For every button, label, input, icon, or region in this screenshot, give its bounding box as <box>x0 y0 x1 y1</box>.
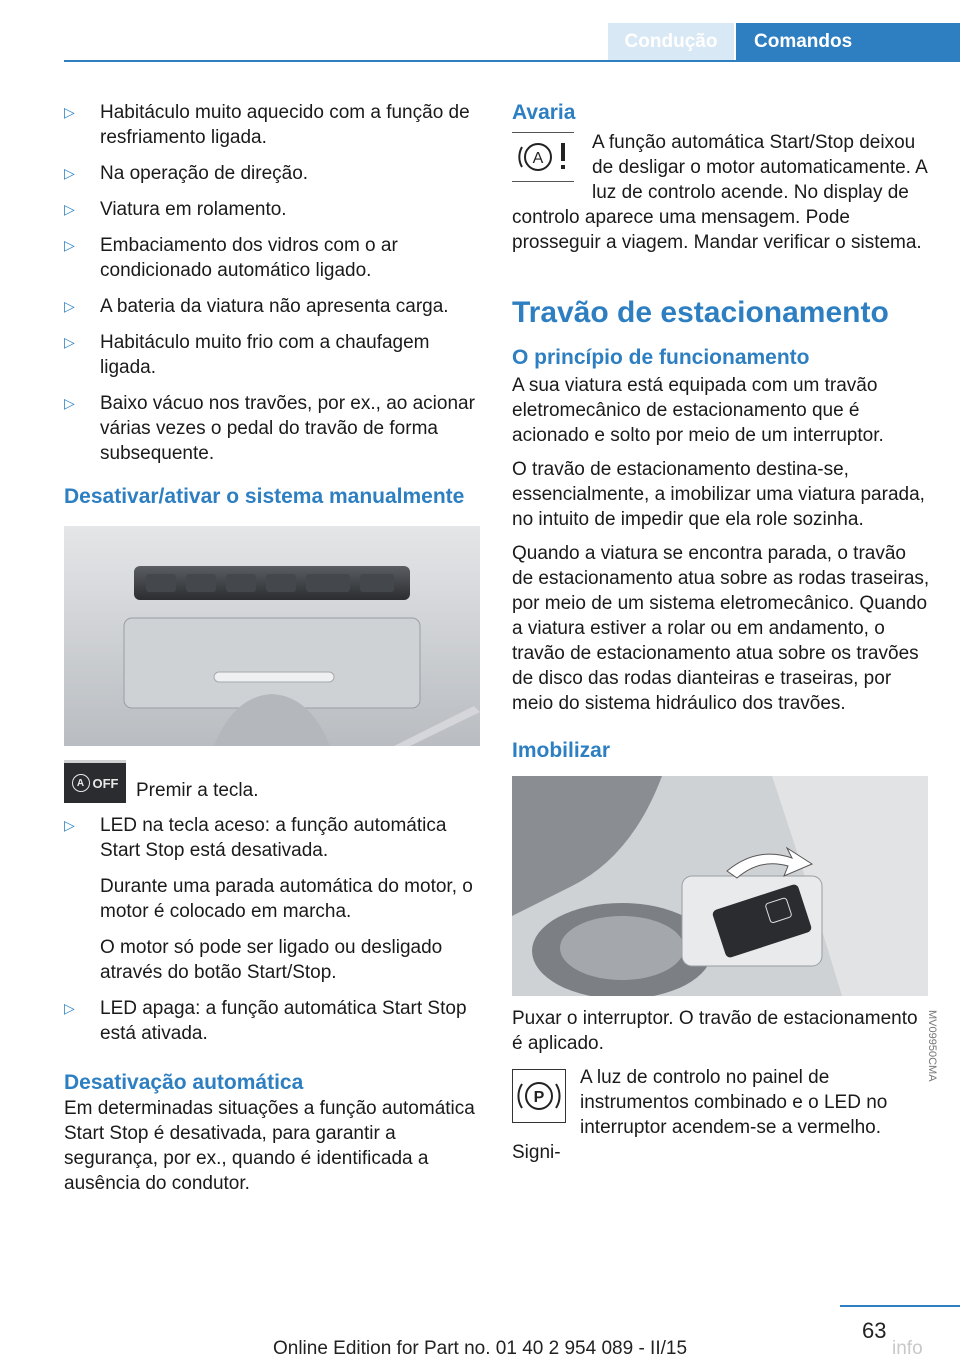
triangle-bullet-icon: ▷ <box>64 334 75 350</box>
tab-conducao[interactable]: Condução <box>608 23 734 61</box>
auto-text: Em determinadas situações a função automática Start Stop é desativada, para garantir a segurança, por ex., quando é identificada a ausência do condutor. <box>64 1098 475 1194</box>
heading-manual: Desativar/ativar o sistema manualmente <box>64 485 465 508</box>
triangle-bullet-icon: ▷ <box>64 165 75 181</box>
triangle-bullet-icon: ▷ <box>64 201 75 217</box>
start-stop-warning-icon <box>512 132 574 182</box>
heading-immobilize: Imobilizar <box>512 739 611 762</box>
led-on-detail: O motor só pode ser ligado ou desligado através do botão Start/Stop. <box>100 937 443 983</box>
list-item: ▷ Habitáculo muito frio com a chaufagem ligada. <box>64 332 430 378</box>
triangle-bullet-icon: ▷ <box>64 817 75 833</box>
paragraph: Quando a viatura se encontra parada, o travão de estacionamento atua sobre as rodas traseiras, por meio de um sistema eletromecânico. Quando a viatura estiver a rolar ou em andamento, o travão de estacionamento atua sobre os travões de disco das rodas dianteiras e traseiras, por meio do sistema hidráulico dos travões. <box>512 543 930 714</box>
parking-brake-switch-photo <box>512 776 928 996</box>
fault-text: A função automática Start/Stop deixou de desligar o motor automaticamente. A luz de controlo acende. No display de controlo aparece uma mensagem. Pode prosseguir a viagem. Mandar verificar o sistema. <box>512 132 927 253</box>
lamp-text: A luz de controlo no painel de instrumentos combinado e o LED no interruptor acendem-se a vermelho. Signi- <box>512 1067 888 1163</box>
page-number: 63 <box>862 1318 887 1343</box>
list-item: ▷ Na operação de direção. <box>64 163 309 184</box>
list-item: ▷ Habitáculo muito aquecido com a função de resfriamento ligada. <box>64 102 470 148</box>
tab-comandos[interactable]: Comandos <box>736 23 960 61</box>
parking-brake-illustration <box>512 776 928 996</box>
triangle-bullet-icon: ▷ <box>64 104 75 120</box>
list-item: ▷ A bateria da viatura não apresenta carga. <box>64 296 449 317</box>
triangle-bullet-icon: ▷ <box>64 237 75 253</box>
paragraph: A sua viatura está equipada com um travão eletromecânico de estacionamento que é acionado e solto por meio de um interruptor. <box>512 375 884 446</box>
right-column <box>512 100 932 1165</box>
parking-brake-lamp-icon <box>512 1069 566 1123</box>
triangle-bullet-icon: ▷ <box>64 1000 75 1016</box>
press-key-row <box>64 760 480 803</box>
press-key-text: Premir a tecla. <box>136 780 259 801</box>
watermark: info <box>892 1338 923 1359</box>
lamp-block <box>512 1065 932 1165</box>
pull-text: Puxar o interruptor. O travão de estacionamento é aplicado. <box>512 1008 918 1054</box>
list-item: ▷ Embaciamento dos vidros com o ar condicionado automático ligado. <box>64 235 398 281</box>
list-item: ▷ Baixo vácuo nos travões, por ex., ao acionar várias vezes o pedal do travão de forma subsequente. <box>64 393 475 464</box>
header-rule <box>64 60 960 62</box>
heading-fault: Avaria <box>512 101 576 124</box>
triangle-bullet-icon: ▷ <box>64 395 75 411</box>
console-buttons-photo <box>64 526 480 746</box>
heading-auto: Desativação automática <box>64 1071 304 1094</box>
heading-principle: O princípio de funcionamento <box>512 346 810 369</box>
fault-block <box>512 126 932 255</box>
list-item: ▷ LED na tecla aceso: a função automática Start Stop está desativada. <box>64 815 447 861</box>
auto-start-stop-off-button-icon: A OFF <box>64 760 126 803</box>
paragraph: O travão de estacionamento destina-se, essencialmente, a imobilizar uma viatura parada, no intuito de impedir que ela role sozinha. <box>512 459 925 530</box>
list-item: ▷ LED apaga: a função automática Start Stop está ativada. <box>64 998 467 1044</box>
center-console-illustration <box>64 526 480 746</box>
left-column <box>64 100 480 1205</box>
page-rule <box>840 1305 960 1307</box>
triangle-bullet-icon: ▷ <box>64 298 75 314</box>
led-on-detail: Durante uma parada automática do motor, o motor é colocado em marcha. <box>100 876 473 922</box>
svg-text:A: A <box>532 150 544 167</box>
footer-edition: Online Edition for Part no. 01 40 2 954 089 - II/15 <box>272 1338 688 1359</box>
svg-text:P: P <box>533 1089 545 1106</box>
list-item: ▷ Viatura em rolamento. <box>64 199 287 220</box>
page-title: Travão de estacionamento <box>512 296 889 329</box>
photo-code: MV09950CMA <box>926 1010 938 1082</box>
